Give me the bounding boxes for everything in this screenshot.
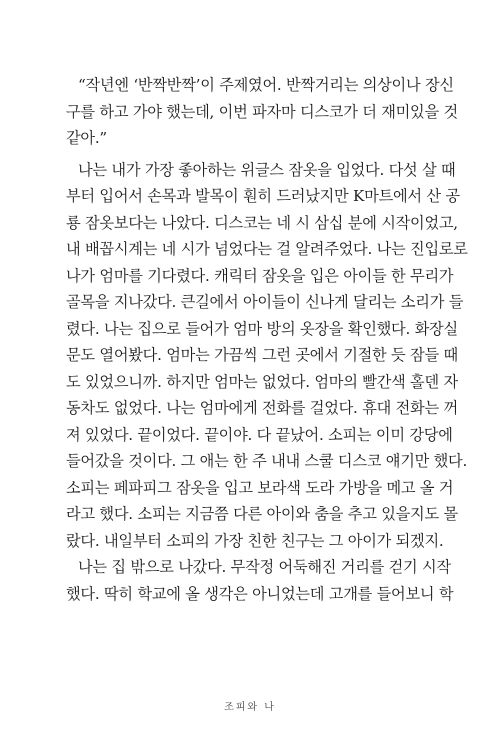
text-line: 나는 내가 가장 좋아하는 위글스 잠옷을 입었다. 다섯 살 때 xyxy=(78,160,456,179)
text-line: 문도 열어봤다. 엄마는 가끔씩 그런 곳에서 기절한 듯 잠들 때 xyxy=(66,346,458,364)
text-line: “작년엔 ‘반짝반짝’이 주제였어. 반짝거리는 의상이나 장신 xyxy=(78,76,454,94)
text-line: 룡 잠옷보다는 나았다. 디스코는 네 시 삼십 분에 시작이었고, xyxy=(66,213,458,232)
body-text xyxy=(66,72,468,607)
text-line: 도 있었으니까. 하지만 엄마는 없었다. 엄마의 빨간색 홀덴 자 xyxy=(66,372,458,391)
running-footer xyxy=(0,698,500,713)
text-line: 나가 엄마를 기다렸다. 캐릭터 잠옷을 입은 아이들 한 무리가 xyxy=(66,266,454,285)
text-line: 했다. 딱히 학교에 올 생각은 아니었는데 고개를 들어보니 학 xyxy=(66,584,454,603)
text-line: 들어갔을 것이다. 그 애는 한 주 내내 스쿨 디스코 얘기만 했다. xyxy=(66,452,468,470)
text-line: 구를 하고 가야 했는데, 이번 파자마 디스코가 더 재미있을 것 xyxy=(66,102,458,121)
text-line: 라고 했다. 소피는 지금쯤 다른 아이와 춤을 추고 있을지도 몰 xyxy=(66,505,458,523)
text-line: 동차도 없었다. 나는 엄마에게 전화를 걸었다. 휴대 전화는 꺼 xyxy=(66,399,458,417)
text-line: 랐다. 내일부터 소피의 가장 친한 친구는 그 아이가 되겠지. xyxy=(66,531,444,550)
running-title: 조피와 나 xyxy=(224,702,276,713)
text-line: 져 있었다. 끝이었다. 끝이야. 다 끝났어. 소피는 이미 강당에 xyxy=(66,425,453,444)
text-line: 나는 집 밖으로 나갔다. 무작정 어둑해진 거리를 걷기 시작 xyxy=(78,558,451,576)
text-line: 골목을 지나갔다. 큰길에서 아이들이 신나게 달리는 소리가 들 xyxy=(66,293,464,311)
text-line: 내 배꼽시계는 네 시가 넘었다는 걸 알려주었다. 나는 진입로로 xyxy=(66,240,468,258)
text-line: 소피는 페파피그 잠옷을 입고 보라색 도라 가방을 메고 올 거 xyxy=(66,478,454,497)
text-line: 렸다. 나는 집으로 들어가 엄마 방의 옷장을 확인했다. 화장실 xyxy=(66,319,458,338)
text-line: 부터 입어서 손목과 발목이 훤히 드러났지만 K마트에서 산 공 xyxy=(66,187,460,205)
text-line: 같아.” xyxy=(66,129,107,147)
